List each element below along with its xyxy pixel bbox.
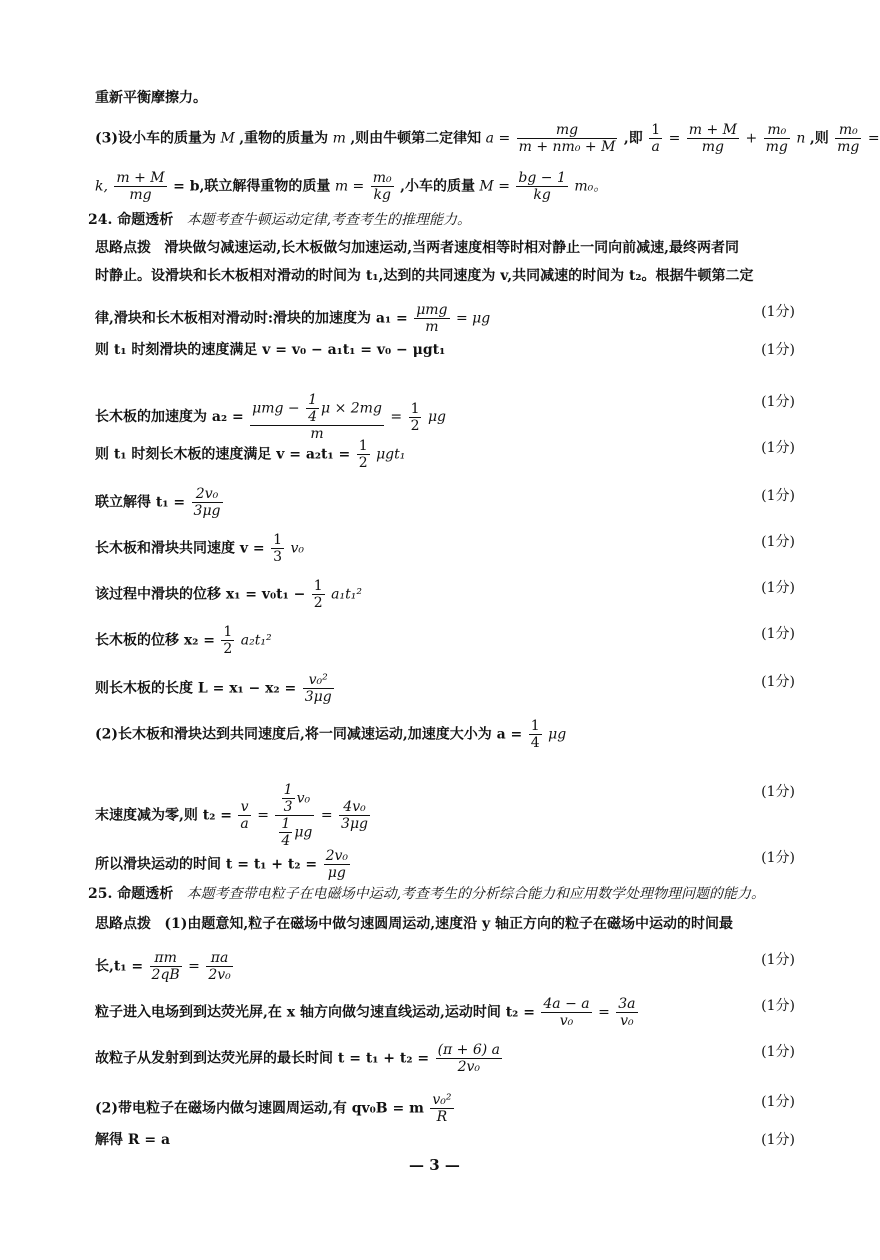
score-label: (1分) [761, 440, 795, 456]
var: a₁t₁² [331, 586, 362, 603]
text: ,则 [809, 130, 829, 147]
text: = [257, 807, 269, 824]
fraction: $\frac{1}{2}$ [358, 438, 368, 471]
score-label: (1分) [761, 580, 795, 596]
section-desc: 本题考查带电粒子在电磁场中运动,考查考生的分析综合能力和应用数学处理物理问题的能力。 [186, 886, 766, 902]
var: μg [548, 726, 567, 743]
formula-line [95, 392, 797, 442]
text: + [745, 130, 758, 147]
score-label: (1分) [761, 952, 795, 968]
fraction: $\frac{4a - a}{\text{v₀}}$ [543, 996, 590, 1029]
var: n [796, 130, 806, 147]
text: (2)长木板和滑块达到共同速度后,将一同减速运动,加速度大小为 a = [95, 726, 523, 743]
fraction: $\frac{3a}{\text{v₀}}$ [618, 996, 636, 1029]
text: 该过程中滑块的位移 x₁ = v₀t₁ − [95, 586, 306, 603]
var: = μg [455, 310, 491, 327]
question-24-header [88, 210, 797, 230]
text: (2)带电粒子在磁场内做匀速圆周运动,有 qv₀B = m [95, 1100, 424, 1117]
score-label: (1分) [761, 674, 795, 690]
fraction: $\frac{mg}{\text{m + nm₀ + M}}$ [518, 122, 616, 155]
hint-label: 思路点拨 [95, 916, 151, 932]
text-line [95, 238, 797, 258]
formula-line [95, 122, 880, 155]
formula-line [95, 532, 797, 565]
text: 律,滑块和长木板相对滑动时:滑块的加速度为 a₁ = [95, 310, 408, 327]
fraction: $\frac{\text{m₀}}{mg}$ [765, 122, 788, 155]
fraction: $\frac{\text{2v₀}}{\mu g}$ [325, 848, 348, 881]
text: ,小车的质量 [400, 178, 475, 195]
var: M = [479, 178, 510, 195]
var: M [220, 130, 235, 147]
text: 末速度减为零,则 t₂ = [95, 807, 232, 824]
var: a = [485, 130, 511, 147]
fraction: $\frac{1}{3}$ v₀ $\frac{1}{4}$ μg [275, 782, 314, 849]
formula-line [95, 438, 797, 471]
fraction: $\frac{m + M}{mg}$ [688, 122, 737, 155]
var: μgt₁ [376, 446, 406, 463]
score-label: (1分) [761, 394, 795, 410]
var: a₂t₁² [240, 632, 272, 649]
text: (1)由题意知,粒子在磁场中做匀速圆周运动,速度沿 y 轴正方向的粒子在磁场中运动的时间最 [164, 916, 733, 932]
score-label: (1分) [761, 1094, 795, 1110]
text: ,则由牛顿第二定律知 [350, 130, 482, 147]
formula-line [95, 848, 797, 881]
fraction: $\frac{\text{v₀²}}{R}$ [432, 1092, 452, 1125]
var: m [332, 130, 346, 147]
fraction: $\frac{1}{2}$ [223, 624, 233, 657]
fraction: $\frac{m + M}{mg}$ [116, 170, 165, 203]
fraction: $\frac{v}{a}$ [240, 799, 249, 832]
score-label: (1分) [761, 488, 795, 504]
text: 故粒子从发射到到达荧光屏的最长时间 t = t₁ + t₂ = [95, 1050, 430, 1067]
fraction: $\frac{1}{2}$ [313, 578, 323, 611]
text: ,重物的质量为 [239, 130, 329, 147]
fraction: $\frac{1}{2}$ [410, 400, 420, 434]
fraction: $\frac{\text{4v₀}}{3\mu g}$ [341, 799, 368, 832]
text: = [668, 130, 681, 147]
var: m₀。 [574, 178, 608, 195]
score-label: (1分) [761, 784, 795, 800]
text: 长木板的加速度为 a₂ = [95, 409, 244, 425]
formula-line [95, 718, 797, 751]
fraction: $\frac{(\pi + 6) a}{\text{2v₀}}$ [437, 1042, 501, 1075]
page-number: — 3 — [409, 1156, 460, 1174]
section-label: 25. 命题透析 [88, 886, 174, 902]
score-label: (1分) [761, 998, 795, 1014]
text: 长,t₁ = [95, 958, 144, 975]
fraction: $\frac{\pi a}{\text{2v₀}}$ [208, 950, 231, 983]
var: k, [95, 178, 108, 195]
text: 则 t₁ 时刻长木板的速度满足 v = a₂t₁ = [95, 446, 351, 463]
text: 联立解得 t₁ = [95, 494, 186, 511]
score-label: (1分) [761, 304, 795, 320]
fraction: $\frac{bg - 1}{kg}$ [518, 170, 566, 203]
text-line [95, 914, 797, 934]
text: 粒子进入电场到到达荧光屏,在 x 轴方向做匀速直线运动,运动时间 t₂ = [95, 1004, 535, 1021]
formula-line [95, 624, 797, 657]
fraction: $\frac{1}{4}$ [530, 718, 540, 751]
fraction: $\frac{\pi m}{2qB}$ [151, 950, 180, 983]
text-line: 时静止。设滑块和长木板相对滑动的时间为 t₁,达到的共同速度为 v,共同减速的时间为 t₂。根据牛顿第二定 [95, 268, 754, 284]
text: 长木板和滑块共同速度 v = [95, 540, 265, 557]
score-label: (1分) [761, 1132, 795, 1148]
score-label: (1分) [761, 342, 795, 358]
fraction: $\frac{\text{v₀²}}{3\mu g}$ [304, 672, 332, 705]
score-label: (1分) [761, 534, 795, 550]
formula-line [95, 1092, 797, 1125]
text-line: 则 t₁ 时刻滑块的速度满足 v = v₀ − a₁t₁ = v₀ − μgt₁ [95, 342, 446, 358]
text: = b,联立解得重物的质量 [173, 178, 331, 195]
formula-line [95, 302, 797, 335]
score-label: (1分) [761, 850, 795, 866]
text: 滑块做匀减速运动,长木板做匀加速运动,当两者速度相等时相对静止一同向前减速,最终两者同 [164, 240, 739, 256]
formula-line [95, 1042, 797, 1075]
section-desc: 本题考查牛顿运动定律,考查考生的推理能力。 [186, 212, 472, 228]
fraction: $\frac{\text{m₀}}{kg}$ [372, 170, 392, 203]
text: = [598, 1004, 610, 1021]
fraction: $\frac{1}{3}$ [273, 532, 282, 565]
text: 则长木板的长度 L = x₁ − x₂ = [95, 680, 297, 697]
question-25-header [88, 884, 797, 904]
formula-line [95, 782, 797, 849]
text: 所以滑块运动的时间 t = t₁ + t₂ = [95, 856, 318, 873]
text: ,即 [623, 130, 643, 147]
formula-line [95, 578, 797, 611]
text-line: 重新平衡摩擦力。 [95, 90, 207, 106]
fraction: $\frac{\text{2v₀}}{3\mu g}$ [193, 486, 221, 519]
score-label: (1分) [761, 1044, 795, 1060]
fraction: $\frac{\text{μmg}}{m}$ [416, 302, 448, 335]
formula-line [95, 672, 797, 705]
formula-line [95, 996, 797, 1029]
var: m = [334, 178, 365, 195]
text: 长木板的位移 x₂ = [95, 632, 215, 649]
score-label: (1分) [761, 626, 795, 642]
text: = [867, 130, 880, 147]
text: = [390, 409, 403, 425]
text: = [320, 807, 333, 824]
text: = [188, 958, 200, 975]
section-label: 24. 命题透析 [88, 212, 174, 228]
formula-line [95, 950, 797, 983]
hint-label: 思路点拨 [95, 240, 151, 256]
fraction: μmg − $\frac{1}{4}$ μ × 2mg m [252, 392, 382, 442]
fraction: $\frac{1}{a}$ [651, 122, 661, 155]
var: μg [427, 409, 446, 425]
formula-line [95, 170, 797, 203]
formula-line [95, 486, 797, 519]
text-line: 解得 R = a [95, 1132, 171, 1148]
text: (3)设小车的质量为 [95, 130, 216, 147]
var: v₀ [290, 540, 304, 557]
fraction: $\frac{\text{m₀}}{mg}$ [837, 122, 860, 155]
